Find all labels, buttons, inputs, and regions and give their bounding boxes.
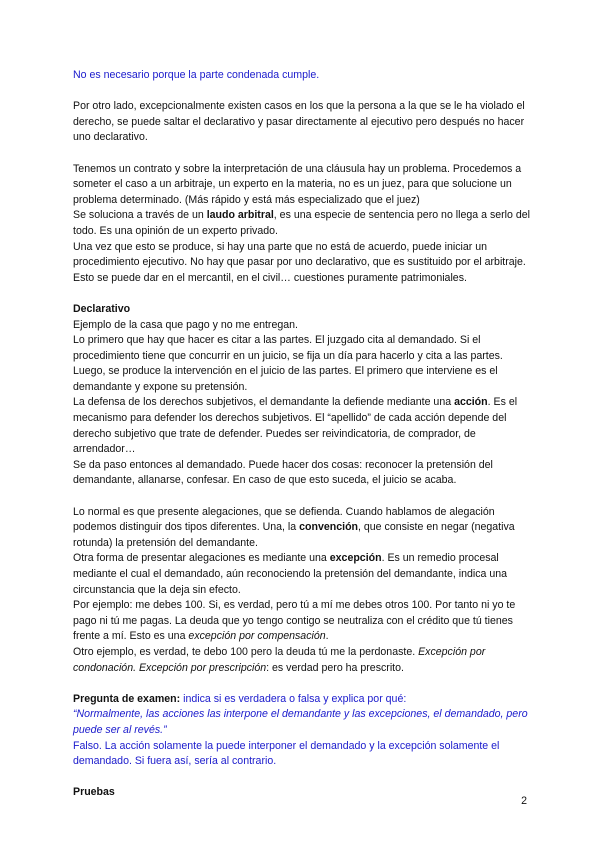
section-heading: Declarativo	[73, 302, 131, 315]
bold-term: convención	[299, 521, 359, 534]
exam-answer: Falso. La acción solamente la puede interponer el demandado y la excepción solamente el demandado. Si fuera así, sería al contrario.	[73, 739, 500, 768]
paragraph	[73, 505, 533, 552]
paragraph: Tenemos un contrato y sobre la interpretación de una cláusula hay un problema. Procedemos a someter el caso a un arbitraje, un experto en la materia, no es un juez, para que solucione un problema determinado. (Más rápido y está más especializado que el juez)	[73, 162, 522, 206]
exam-question-label: Pregunta de examen:	[73, 692, 181, 705]
text-run: : es verdad pero ha prescrito.	[266, 661, 404, 674]
paragraph: No es necesario porque la parte condenada cumple.	[73, 69, 320, 81]
text-run: Otro ejemplo, es verdad, te debo 100 pero la deuda tú me la perdonaste.	[73, 645, 419, 658]
italic-term: excepción por compensación	[188, 630, 326, 643]
paragraph: Por otro lado, excepcionalmente existen casos en los que la persona a la que se le ha violado el derecho, se puede saltar el declarativo y pasar directamente al ejecutivo pero después no hacer uno declarativo.	[73, 100, 525, 144]
text-run: La defensa de los derechos subjetivos, el demandante la defiende mediante una	[73, 396, 455, 409]
exam-question-text: indica si es verdadera o falsa y explica por qué:	[180, 692, 407, 705]
bold-term: excepción	[329, 552, 382, 565]
italic-term: Excepción por condonación. Excepción por prescripción	[73, 645, 486, 674]
text-run: Se soluciona a través de un	[73, 209, 207, 222]
exam-question	[73, 692, 533, 708]
paragraph	[73, 645, 533, 676]
section-heading: Pruebas	[73, 786, 115, 799]
bold-term: acción	[454, 396, 488, 409]
text-run: Lo normal es que presente alegaciones, que se defienda. Cuando hablamos de alegación podemos distinguir dos tipos diferentes. Una, la	[73, 505, 495, 534]
page-number: 2	[521, 795, 527, 807]
paragraph	[73, 395, 533, 457]
text-run: Por ejemplo: me debes 100. Si, es verdad, pero tú a mí me debes otros 100. Por tanto ni yo te pago ni tú me pagas. La deuda que yo tengo contigo se neutraliza con el crédito que tú tienes frente a mí. Esto es una	[73, 599, 516, 643]
paragraph	[73, 551, 533, 598]
text-run: , que consiste en negar (negativa rotunda) la pretensión del demandante.	[73, 521, 515, 549]
text-run: . Es un remedio procesal mediante el cual el demandado, aún reconociendo la pretensión del demandante, indica una circunstancia que la deja sin efecto.	[73, 552, 508, 596]
paragraph: Ejemplo de la casa que pago y no me entregan.	[73, 318, 298, 331]
bold-term: laudo arbitral	[206, 209, 274, 222]
page-content	[73, 68, 533, 801]
paragraph: Se da paso entonces al demandado. Puede hacer dos cosas: reconocer la pretensión del demandante, allanarse, confesar. En caso de que esto suceda, el juicio se acaba.	[73, 458, 493, 487]
paragraph	[73, 598, 533, 645]
exam-quote: “Normalmente, las acciones las interpone el demandante y las excepciones, el demandado, pero puede ser al revés.”	[73, 708, 528, 736]
text-run: .	[325, 630, 329, 643]
paragraph: Una vez que esto se produce, si hay una parte que no está de acuerdo, puede iniciar un procedimiento ejecutivo. No hay que pasar por uno declarativo, que es sustituido por el arbitraje. Esto se puede dar en el mercantil, en el civil… cuestiones puramente patrimoniales.	[73, 240, 526, 284]
text-run: . Es el mecanismo para defender los derechos subjetivos. El “apellido” de cada acción depende del derecho subjetivo que trate de defender. Puedes ser reivindicatoria, de comprador, de arrendador…	[73, 396, 518, 456]
text-run: , es una especie de sentencia pero no llega a serlo del todo. Es una opinión de un experto privado.	[73, 209, 530, 237]
text-run: Otra forma de presentar alegaciones es mediante una	[73, 552, 330, 565]
paragraph	[73, 208, 533, 239]
paragraph: Lo primero que hay que hacer es citar a las partes. El juzgado cita al demandado. Si el procedimiento tiene que concurrir en un juicio, se fija un día para hacerlo y cita a las partes. Luego, se produce la intervención en el juicio de las partes. El primero que interviene es el demandante y expone su pretensión.	[73, 334, 503, 393]
